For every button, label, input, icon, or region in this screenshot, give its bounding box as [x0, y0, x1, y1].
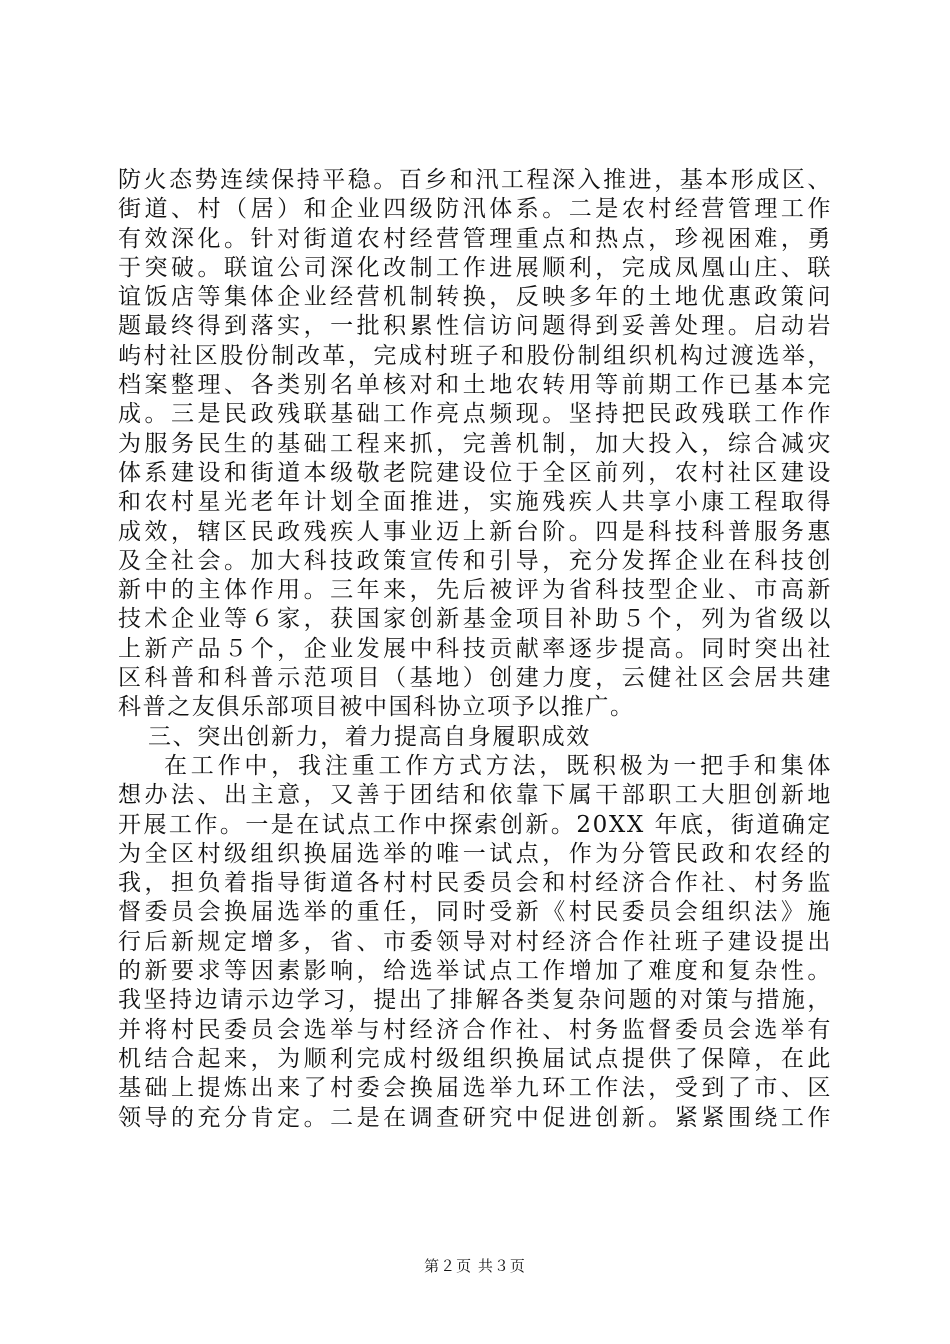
- text-line: 技术企业等６家，获国家创新基金项目补助５个，列为省级以: [118, 606, 832, 633]
- text-line: 区科普和科普示范项目（基地）创建力度，云健社区会居共建: [118, 665, 832, 692]
- text-line: 行后新规定增多，省、市委领导对村经济合作社班子建设提出: [118, 928, 832, 955]
- text-line: 题最终得到落实，一批积累性信访问题得到妥善处理。启动岩: [118, 313, 832, 340]
- text-line: 新中的主体作用。三年来，先后被评为省科技型企业、市高新: [118, 577, 832, 604]
- text-line: 上新产品５个，企业发展中科技贡献率逐步提高。同时突出社: [118, 635, 832, 662]
- text-line: 体系建设和街道本级敬老院建设位于全区前列，农村社区建设: [118, 459, 832, 486]
- text-line: 防火态势连续保持平稳。百乡和汛工程深入推进，基本形成区、: [118, 167, 832, 193]
- text-line: 并将村民委员会选举与村经济合作社、村务监督委员会选举有: [118, 1016, 832, 1043]
- text-line: 屿村社区股份制改革，完成村班子和股份制组织机构过渡选举，: [118, 342, 832, 369]
- text-line: 我，担负着指导街道各村村民委员会和村经济合作社、村务监: [118, 870, 832, 897]
- text-line: 于突破。联谊公司深化改制工作进展顺利，完成凤凰山庄、联: [118, 254, 832, 281]
- document-body: [118, 166, 832, 1133]
- text-line: 街道、村（居）和企业四级防汛体系。二是农村经营管理工作: [118, 196, 832, 223]
- page-number-footer: 第２页 共３页: [424, 1257, 526, 1275]
- text-line: 和农村星光老年计划全面推进，实施残疾人共享小康工程取得: [118, 489, 832, 516]
- text-line: 机结合起来，为顺利完成村级组织换届试点提供了保障，在此: [118, 1045, 832, 1072]
- text-line: 谊饭店等集体企业经营机制转换，反映多年的土地优惠政策问: [118, 284, 832, 311]
- text-line: 档案整理、各类别名单核对和土地农转用等前期工作已基本完: [118, 372, 832, 399]
- text-line: 领导的充分肯定。二是在调查研究中促进创新。紧紧围绕工作: [118, 1104, 832, 1131]
- text-line: 想办法、出主意，又善于团结和依靠下属干部职工大胆创新地: [118, 782, 832, 809]
- text-line: 为服务民生的基础工程来抓，完善机制，加大投入，综合减灾: [118, 430, 832, 457]
- section-heading: 三、突出创新力，着力提高自身履职成效: [148, 723, 591, 750]
- text-line: 督委员会换届选举的重任，同时受新《村民委员会组织法》施: [118, 899, 832, 926]
- text-line: 开展工作。一是在试点工作中探索创新。20XX 年底，街道确定: [118, 811, 832, 838]
- text-line: 有效深化。针对街道农村经营管理重点和热点，珍视困难，勇: [118, 225, 832, 252]
- paragraph-end-line: 科普之友俱乐部项目被中国科协立项予以推广。: [118, 694, 635, 721]
- text-line: 基础上提炼出来了村委会换届选举九环工作法，受到了市、区: [118, 1075, 832, 1102]
- text-line: 成。三是民政残联基础工作亮点频现。坚持把民政残联工作作: [118, 401, 832, 428]
- text-line: 为全区村级组织换届选举的唯一试点，作为分管民政和农经的: [118, 840, 832, 867]
- text-line: 及全社会。加大科技政策宣传和引导，充分发挥企业在科技创: [118, 547, 832, 574]
- text-line: 的新要求等因素影响，给选举试点工作增加了难度和复杂性。: [118, 958, 832, 985]
- text-line: 成效，辖区民政残疾人事业迈上新台阶。四是科技科普服务惠: [118, 518, 832, 545]
- text-line: 我坚持边请示边学习，提出了排解各类复杂问题的对策与措施，: [118, 987, 832, 1014]
- paragraph-first-line: 在工作中，我注重工作方式方法，既积极为一把手和集体: [164, 752, 832, 779]
